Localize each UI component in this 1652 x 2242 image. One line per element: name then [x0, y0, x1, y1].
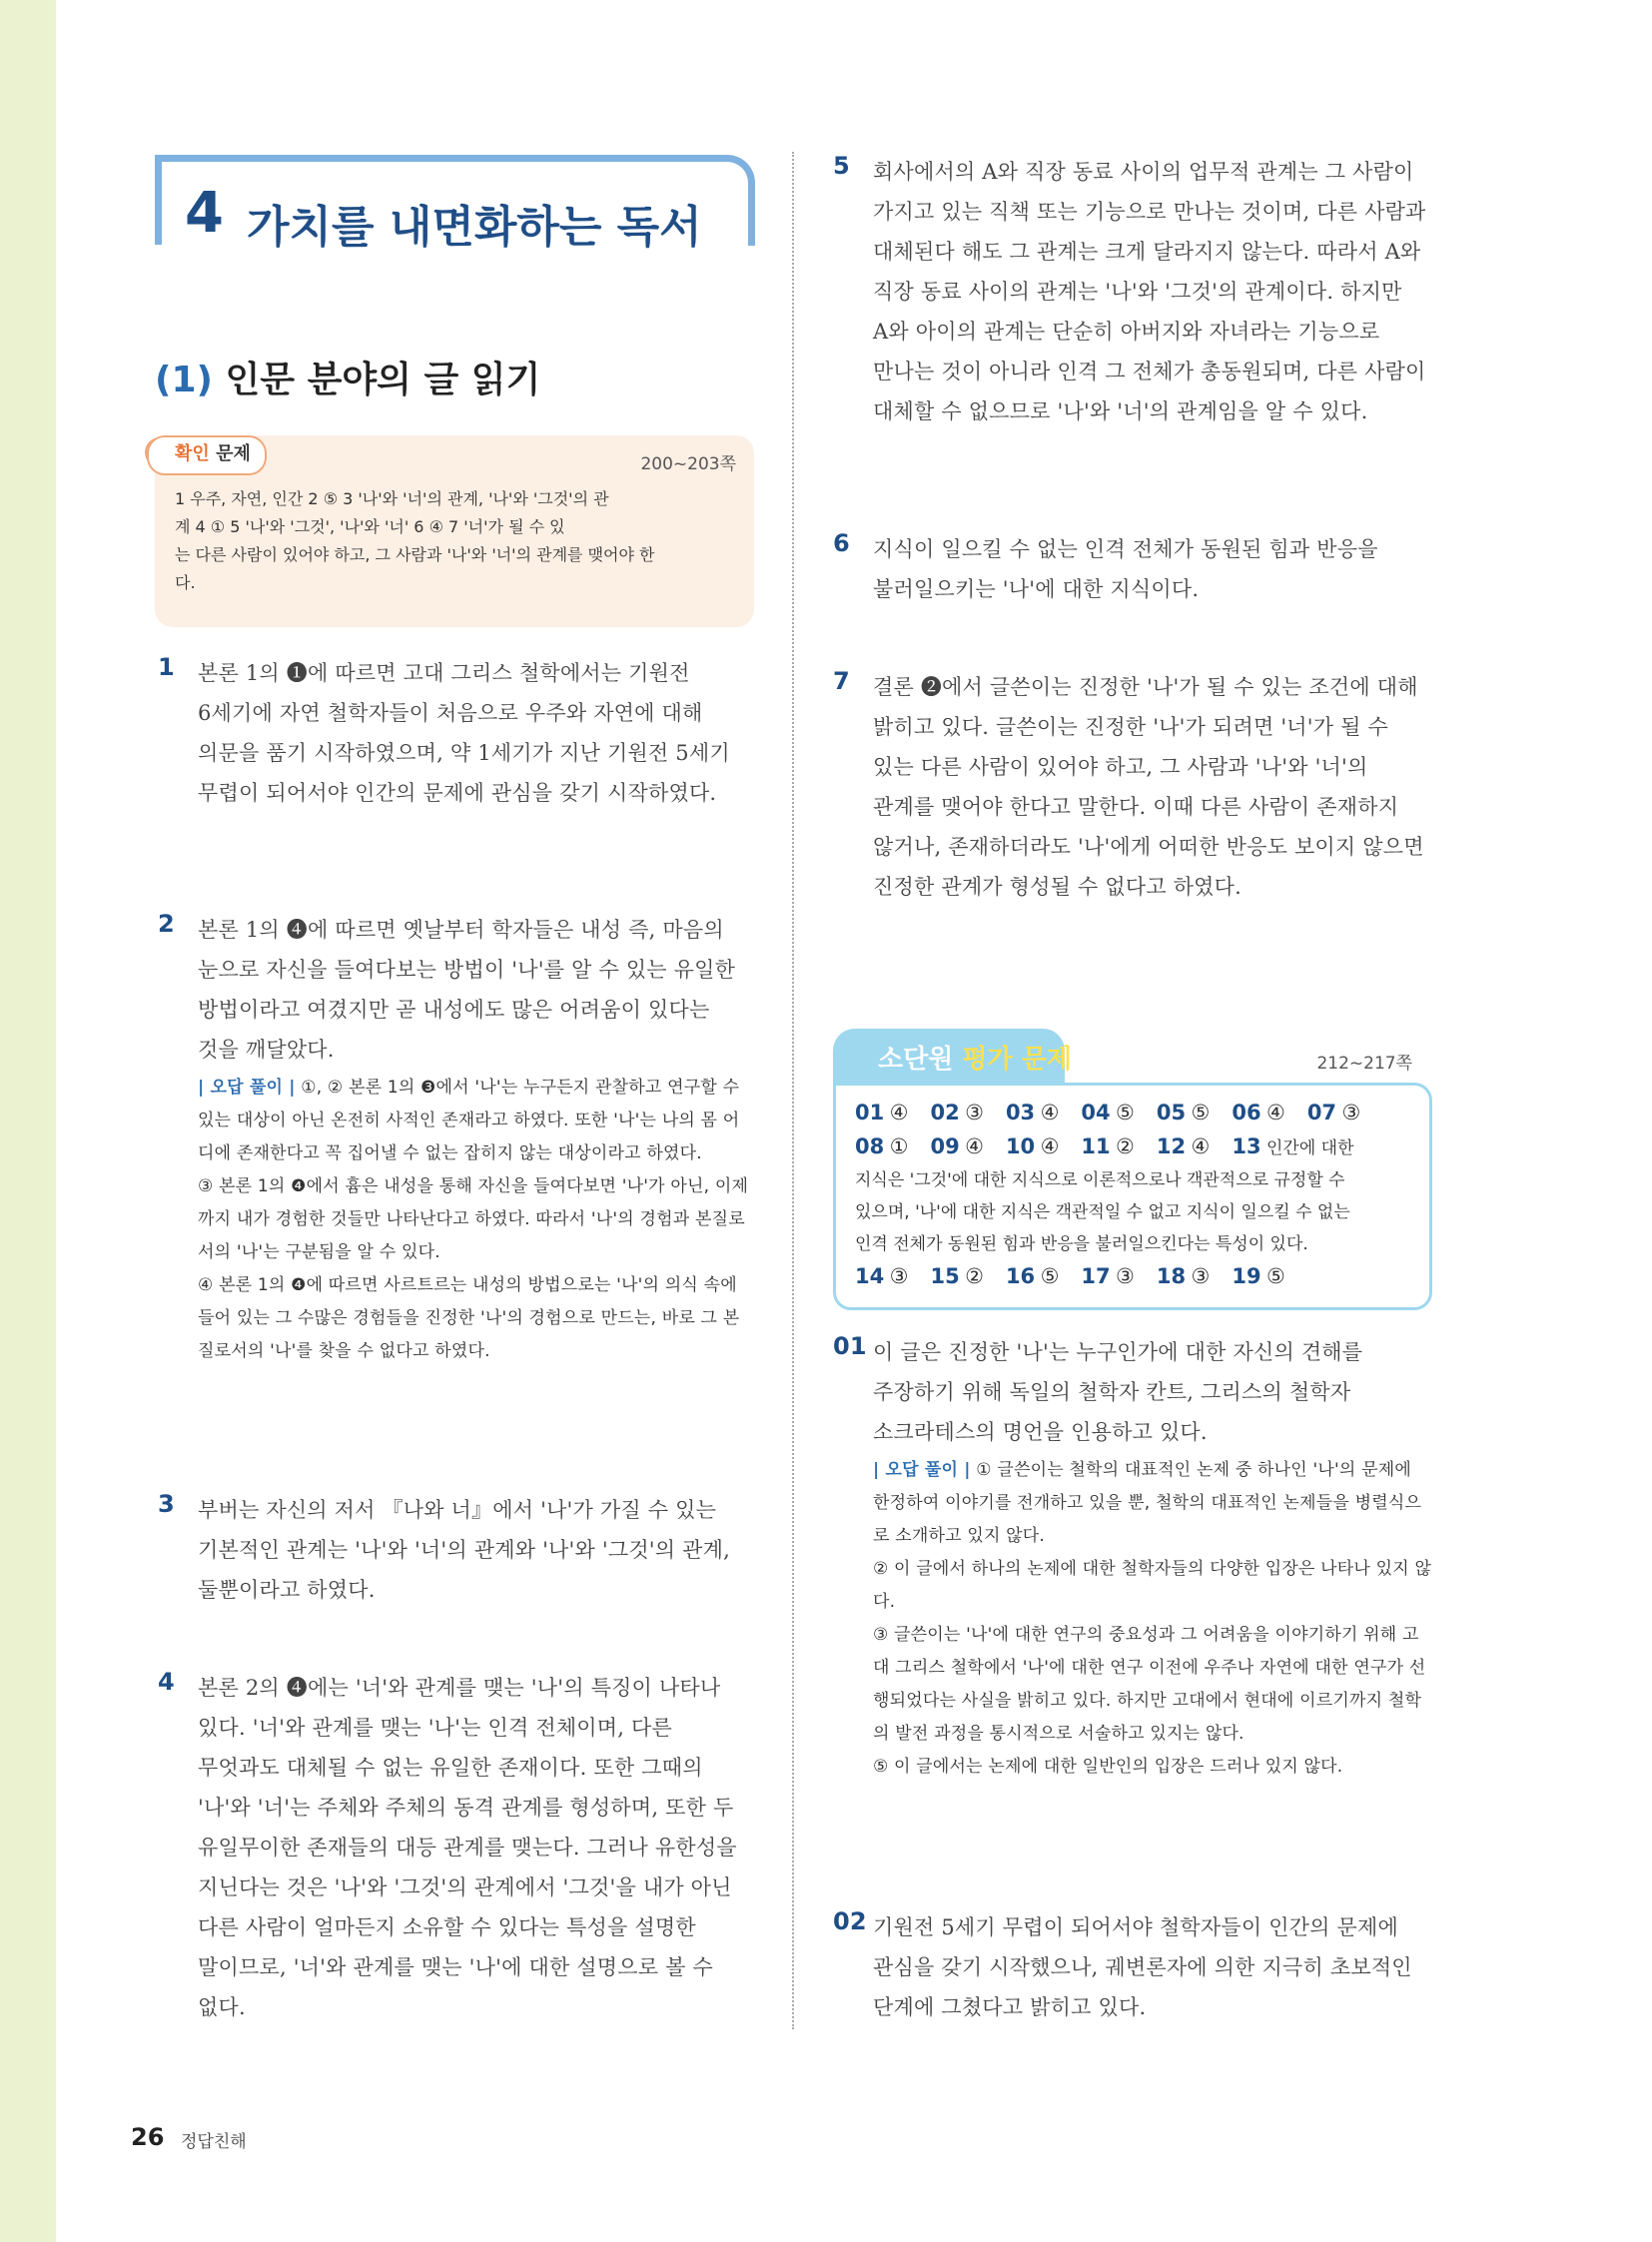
answer-key-number: 06: [1232, 1101, 1261, 1124]
answer-key-number: 10: [1005, 1134, 1036, 1158]
answer-key-value: ③: [1116, 1264, 1135, 1288]
answer-3: [158, 1490, 755, 1610]
check-tag-label-b: 문제: [216, 443, 251, 464]
answer-key-number: 08: [855, 1134, 885, 1158]
answer-key-value: ⑤: [1265, 1264, 1285, 1288]
page-number: 26: [131, 2123, 165, 2151]
wrong-answer-text: ③ 글쓴이는 '나'에 대한 연구의 중요성과 그 어려움을 이야기하기 위해 고대 그리스 철학에서 '나'에 대한 연구 이전에 우주나 자연에 대한 연구가 선행되었다는 사실을 밝히고 있다. 하지만 고대에서 현대에 이르기까지 철학의 발전 과정을 통시적으로 서술하고 있지는 않다.: [873, 1625, 1426, 1744]
answer-key-value: ⑤: [1040, 1264, 1060, 1288]
chapter-number: 4: [185, 181, 224, 246]
answer-text: 본론 2의 ❹에는 '너'와 관계를 맺는 '나'의 특징이 나타나 있다. '너'와 관계를 맺는 '나'는 인격 전체이며, 다른 무엇과도 대체될 수 없는 유일한 존재이다. 또한 그때의 '나'와 '너'는 주체와 주체의 동격 관계를 형성하며, 또한 두 유일무이한 존재들의 대등 관계를 맺는다. 그러나 유한성을 지닌다는 것은 '나'와 '그것'의 관계에서 '그것'을 내가 아닌 다른 사람이 얼마든지 소유할 수 있다는 특성을 설명한 말이므로, '너'와 관계를 맺는 '나'에 대한 설명으로 볼 수 없다.: [198, 1676, 737, 2019]
answer-key-value: ③: [1341, 1101, 1361, 1124]
answer-number: 5: [833, 152, 850, 180]
answer-key-value: ③: [1191, 1264, 1211, 1288]
unit-evaluation-box: [833, 1029, 1432, 1310]
answer-text: 부버는 자신의 저서 『나와 너』에서 '나'가 가질 수 있는 기본적인 관계는 '나'와 '너'의 관계와 '나'와 '그것'의 관계, 둘뿐이라고 하였다.: [198, 1498, 730, 1602]
answer-4: [158, 1668, 755, 2027]
answer-1: [158, 653, 755, 813]
answer-key-number: 14: [855, 1264, 885, 1288]
answer-key-value: ②: [1116, 1134, 1135, 1158]
check-page-range: 200~203쪽: [640, 454, 736, 474]
check-answer-line: 는 다른 사람이 있어야 하고, 그 사람과 '나'와 '너'의 관계를 맺어야 한: [175, 545, 655, 564]
answer-7: [833, 667, 1432, 907]
answer-key-number: 07: [1306, 1101, 1337, 1124]
answer-key-number: 16: [1005, 1264, 1036, 1288]
answer-01: [833, 1332, 1432, 1784]
wrong-answer-note: [873, 1454, 1432, 1784]
unit-evaluation-title-b: 평가 문제: [962, 1045, 1072, 1075]
answer-key-number: 19: [1232, 1264, 1261, 1288]
answer-text: 본론 1의 ❶에 따르면 고대 그리스 철학에서는 기원전 6세기에 자연 철학자들이 처음으로 우주와 자연에 대해 의문을 품기 시작하였으며, 약 1세기가 지난 기원전 5세기 무렵이 되어서야 인간의 문제에 관심을 갖기 시작하였다.: [198, 661, 730, 805]
check-answers: [175, 485, 736, 597]
answer-text: 이 글은 진정한 '나'는 누구인가에 대한 자신의 견해를 주장하기 위해 독일의 철학자 칸트, 그리스의 철학자 소크라테스의 명언을 인용하고 있다.: [873, 1340, 1363, 1444]
answer-text: 기원전 5세기 무렵이 되어서야 철학자들이 인간의 문제에 관심을 갖기 시작했으나, 궤변론자에 의한 지극히 초보적인 단계에 그쳤다고 밝히고 있다.: [873, 1915, 1412, 2019]
answer-row: [855, 1260, 1414, 1294]
unit-page-range: 212~217쪽: [1316, 1054, 1412, 1074]
answer-row: [855, 1130, 1414, 1164]
answer-key-number: 17: [1081, 1264, 1111, 1288]
answer-text: 지식이 일으킬 수 없는 인격 전체가 동원된 힘과 반응을 불러일으키는 '나'에 대한 지식이다.: [873, 537, 1378, 601]
unit-evaluation-title: [878, 1039, 1072, 1076]
check-tag: [147, 435, 267, 475]
answer-row: [855, 1097, 1414, 1130]
answer-key-value: ⑤: [1191, 1101, 1211, 1124]
answer-6: [833, 529, 1432, 609]
chapter-title: 가치를 내면화하는 독서: [247, 202, 702, 253]
answer-02: [833, 1907, 1432, 2027]
answer-key-value: ④: [965, 1134, 984, 1158]
answer-5: [833, 152, 1432, 431]
answer-key-number: 13: [1232, 1134, 1261, 1158]
answer-key-number: 03: [1005, 1101, 1036, 1124]
answer-key-value: ③: [965, 1101, 984, 1124]
answer-explanation: 지식은 '그것'에 대한 지식으로 이론적으로나 객관적으로 규정할 수: [855, 1170, 1345, 1190]
answer-key-number: 02: [930, 1101, 960, 1124]
answer-key-number: 05: [1156, 1101, 1187, 1124]
answer-number: 6: [833, 529, 850, 557]
wrong-answer-text: ① 글쓴이는 철학의 대표적인 논제 중 하나인 '나'의 문제에 한정하여 이야기를 전개하고 있을 뿐, 철학의 대표적인 논제들을 병렬식으로 소개하고 있지 않다.: [873, 1460, 1422, 1546]
answer-text: 결론 ❷에서 글쓴이는 진정한 '나'가 될 수 있는 조건에 대해 밝히고 있다. 글쓴이는 진정한 '나'가 되려면 '너'가 될 수 있는 다른 사람이 있어야 하고, 그 사람과 '나'와 '너'의 관계를 맺어야 한다고 말한다. 이때 다른 사람이 존재하지 않거나, 존재하더라도 '나'에게 어떠한 반응도 보이지 않으면 진정한 관계가 형성될 수 없다고 하였다.: [873, 675, 1424, 899]
page-side-band: [0, 0, 56, 2242]
unit-answers: [855, 1097, 1414, 1294]
section-title: 인문 분야의 글 읽기: [225, 360, 541, 400]
answer-key-number: 09: [930, 1134, 960, 1158]
wrong-answer-text: ② 이 글에서 하나의 논제에 대한 철학자들의 다양한 입장은 나타나 있지 않다.: [873, 1559, 1432, 1612]
section-heading: [155, 352, 540, 402]
answer-number: 7: [833, 667, 850, 695]
wrong-answer-heading: | 오답 풀이 |: [198, 1078, 296, 1098]
answer-key-number: 18: [1156, 1264, 1187, 1288]
chapter-heading: [155, 155, 754, 253]
answer-number: 2: [158, 910, 175, 938]
section-number: (1): [155, 360, 213, 400]
answer-number: 1: [158, 653, 175, 681]
answer-key-number: 11: [1081, 1134, 1111, 1158]
check-answer-line: 계 4 ① 5 '나'와 '그것', '나'와 '너' 6 ④ 7 '너'가 될 수 있: [175, 517, 565, 536]
check-answer-line: 1 우주, 자연, 인간 2 ⑤ 3 '나'와 '너'의 관계, '나'와 '그것'의 관: [175, 489, 609, 508]
answer-explanation: 있으며, '나'에 대한 지식은 객관적일 수 없고 지식이 일으킬 수 없는: [855, 1202, 1350, 1222]
answer-key-value: ②: [965, 1264, 984, 1288]
answer-key-number: 12: [1156, 1134, 1187, 1158]
answer-number: 3: [158, 1490, 175, 1518]
wrong-answer-text: ③ 본론 1의 ❹에서 흄은 내성을 통해 자신을 들여다보면 '나'가 아닌, 이제까지 내가 경험한 것들만 나타난다고 하였다. 따라서 '나'의 경험과 본질로서의 '나'는 구분됨을 알 수 있다.: [198, 1176, 749, 1262]
page-label: 정답친해: [181, 2132, 247, 2152]
answer-number: 02: [833, 1907, 867, 1935]
chapter-heading-bar: [155, 155, 162, 245]
wrong-answer-text: ④ 본론 1의 ❹에 따르면 사르트르는 내성의 방법으로는 '나'의 의식 속에 들어 있는 그 수많은 경험들을 진정한 '나'의 경험으로 만드는, 바로 그 본질로서의 '나'를 찾을 수 없다고 하였다.: [198, 1275, 740, 1361]
wrong-answer-text: ①, ② 본론 1의 ❸에서 '나'는 누구든지 관찰하고 연구할 수 있는 대상이 아닌 온전히 사적인 존재라고 하였다. 또한 '나'는 나의 몸 어디에 존재한다고 꼭 집어낼 수 없는 잡히지 않는 대상이라고 하였다.: [198, 1078, 740, 1163]
answer-explanation: 인격 전체가 동원된 힘과 반응을 불러일으킨다는 특성이 있다.: [855, 1234, 1308, 1254]
answer-number: 4: [158, 1668, 175, 1696]
answer-key-value: ④: [889, 1101, 909, 1124]
answer-key-value: ④: [1040, 1101, 1060, 1124]
wrong-answer-heading: | 오답 풀이 |: [873, 1460, 971, 1480]
unit-evaluation-title-a: 소단원: [878, 1045, 954, 1075]
answer-key-value: ④: [1040, 1134, 1060, 1158]
answer-key-value: ③: [889, 1264, 909, 1288]
wrong-answer-text: ⑤ 이 글에서는 논제에 대한 일반인의 입장은 드러나 있지 않다.: [873, 1757, 1343, 1777]
answer-key-value: ④: [1191, 1134, 1211, 1158]
check-answer-box: [155, 435, 754, 627]
check-tag-label-a: 확인: [175, 443, 210, 464]
answer-key-value: ⑤: [1116, 1101, 1135, 1124]
answer-2: [158, 910, 755, 1368]
answer-text: 회사에서의 A와 직장 동료 사이의 업무적 관계는 그 사람이 가지고 있는 직책 또는 기능으로 만나는 것이며, 다른 사람과 대체된다 해도 그 관계는 크게 달라지지 않는다. 따라서 A와 직장 동료 사이의 관계는 '나'와 '그것'의 관계이다. 하지만 A와 아이의 관계는 단순히 아버지와 자녀라는 기능으로 만나는 것이 아니라 인격 그 전체가 총동원되며, 다른 사람이 대체할 수 없으므로 '나'와 '너'의 관계임을 알 수 있다.: [873, 160, 1426, 423]
answer-key-value: 인간에 대한: [1265, 1138, 1354, 1158]
answer-number: 01: [833, 1332, 867, 1360]
answer-text: 본론 1의 ❹에 따르면 옛날부터 학자들은 내성 즉, 마음의 눈으로 자신을 들여다보는 방법이 '나'를 알 수 있는 유일한 방법이라고 여겼지만 곧 내성에도 많은 어려움이 있다는 것을 깨달았다.: [198, 918, 736, 1062]
wrong-answer-note: [198, 1072, 755, 1368]
answer-key-number: 15: [930, 1264, 960, 1288]
answer-key-value: ④: [1265, 1101, 1285, 1124]
column-divider: [792, 152, 794, 2029]
answer-key-value: ①: [889, 1134, 909, 1158]
answer-key-number: 04: [1081, 1101, 1111, 1124]
check-answer-line: 다.: [175, 573, 196, 592]
answer-key-number: 01: [855, 1101, 885, 1124]
